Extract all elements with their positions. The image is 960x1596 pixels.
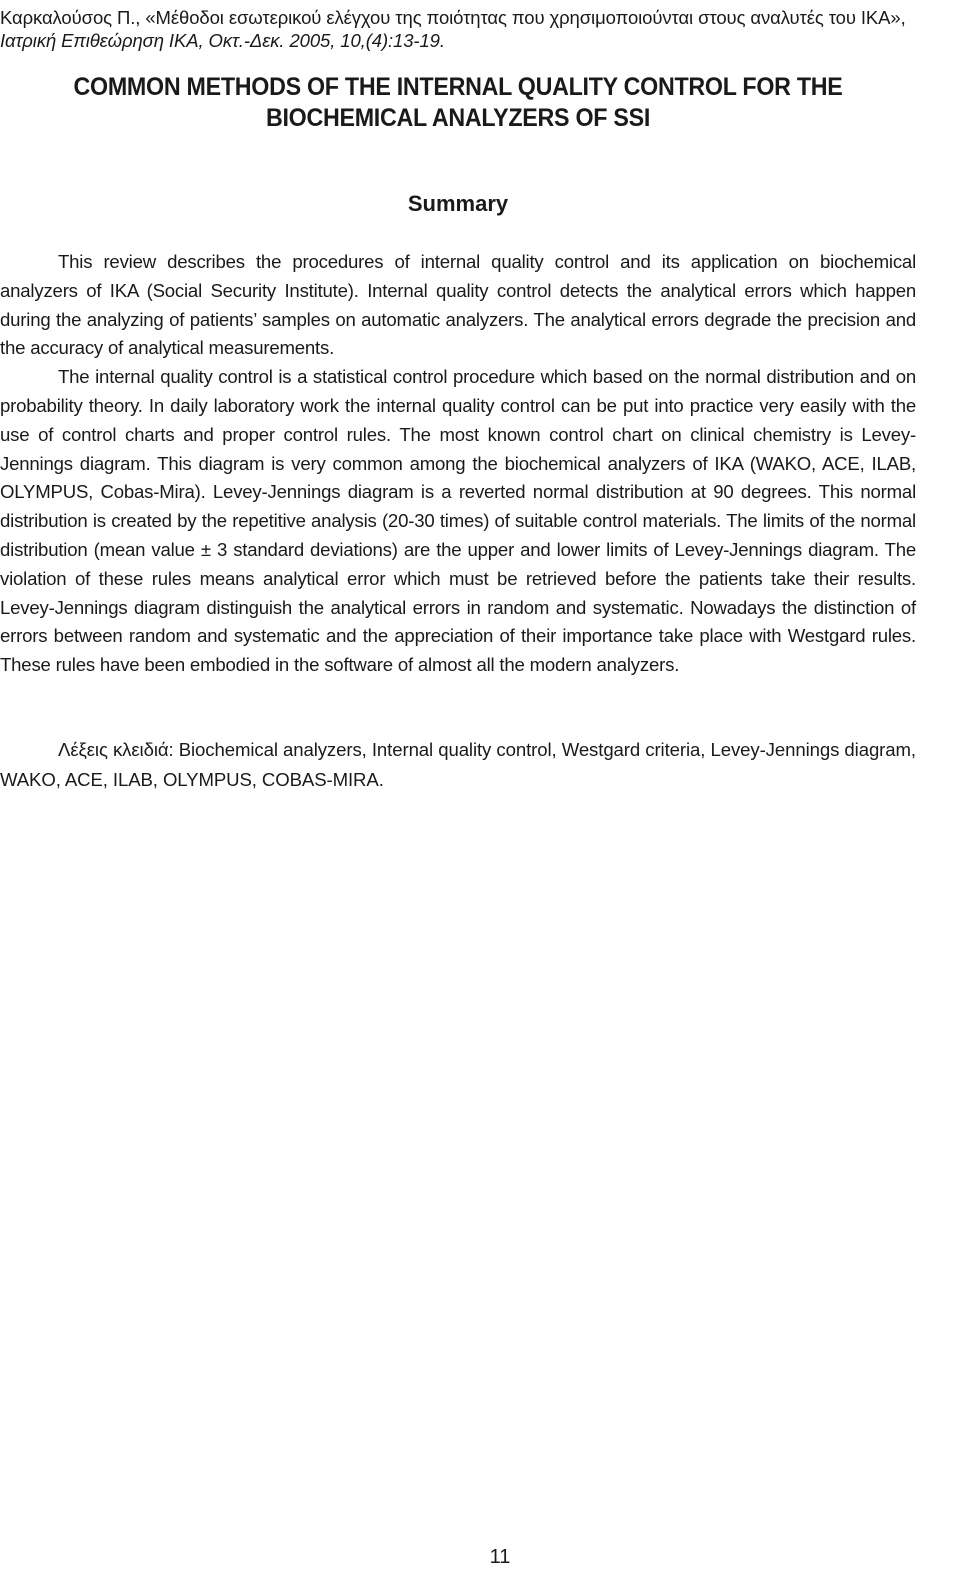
paper-title-line-1: COMMON METHODS OF THE INTERNAL QUALITY CONTROL FOR THE: [73, 73, 843, 101]
paper-title: [32, 72, 884, 134]
paper-title-line-2: BIOCHEMICAL ANALYZERS OF SSI: [265, 104, 651, 132]
summary-body: [0, 248, 916, 680]
keywords-label: Λέξεις κλειδιά:: [58, 739, 174, 760]
citation-line-2: Ιατρική Επιθεώρηση ΙΚΑ, Οκτ.-Δεκ. 2005, 10,(4):13-19.: [0, 30, 445, 51]
summary-paragraph-2: The internal quality control is a statistical control procedure which based on the normal distribution and on probability theory. In daily laboratory work the internal quality control can be put into practice very easily with the use of control charts and proper control rules. The most known control chart on clinical chemistry is Levey-Jennings diagram. This diagram is very common among the biochemical analyzers of IKA (WAKO, ACE, ILAB, OLYMPUS, Cobas-Mira). Levey-Jennings diagram is a reverted normal distribution at 90 degrees. This normal distribution is created by the repetitive analysis (20-30 times) of suitable control materials. The limits of the normal distribution (mean value ± 3 standard deviations) are the upper and lower limits of Levey-Jennings diagram. The violation of these rules means analytical error which must be retrieved before the patients take their results. Levey-Jennings diagram distinguish the analytical errors in random and systematic. Nowadays the distinction of errors between random and systematic and the appreciation of their importance take place with Westgard rules. These rules have been embodied in the software of almost all the modern analyzers.: [0, 366, 916, 676]
page-number: 11: [489, 1546, 511, 1568]
keywords: [0, 735, 916, 795]
keywords-text: Biochemical analyzers, Internal quality control, Westgard criteria, Levey-Jennings diagram, WAKO, ACE, ILAB, OLYMPUS, COBAS-MIRA.: [0, 739, 916, 790]
citation-header: [0, 6, 950, 52]
citation-line-1: Καρκαλούσος Π., «Μέθοδοι εσωτερικού ελέγχου της ποιότητας που χρησιμοποιούνται στους αναλυτές του ΙΚΑ»,: [0, 7, 906, 28]
summary-heading: Summary: [407, 191, 509, 216]
summary-paragraph-1: This review describes the procedures of internal quality control and its application on biochemical analyzers of IKA (Social Security Institute). Internal quality control detects the analytical errors which happen during the analyzing of patients’ samples on automatic analyzers. The analytical errors degrade the precision and the accuracy of analytical measurements.: [0, 251, 916, 359]
